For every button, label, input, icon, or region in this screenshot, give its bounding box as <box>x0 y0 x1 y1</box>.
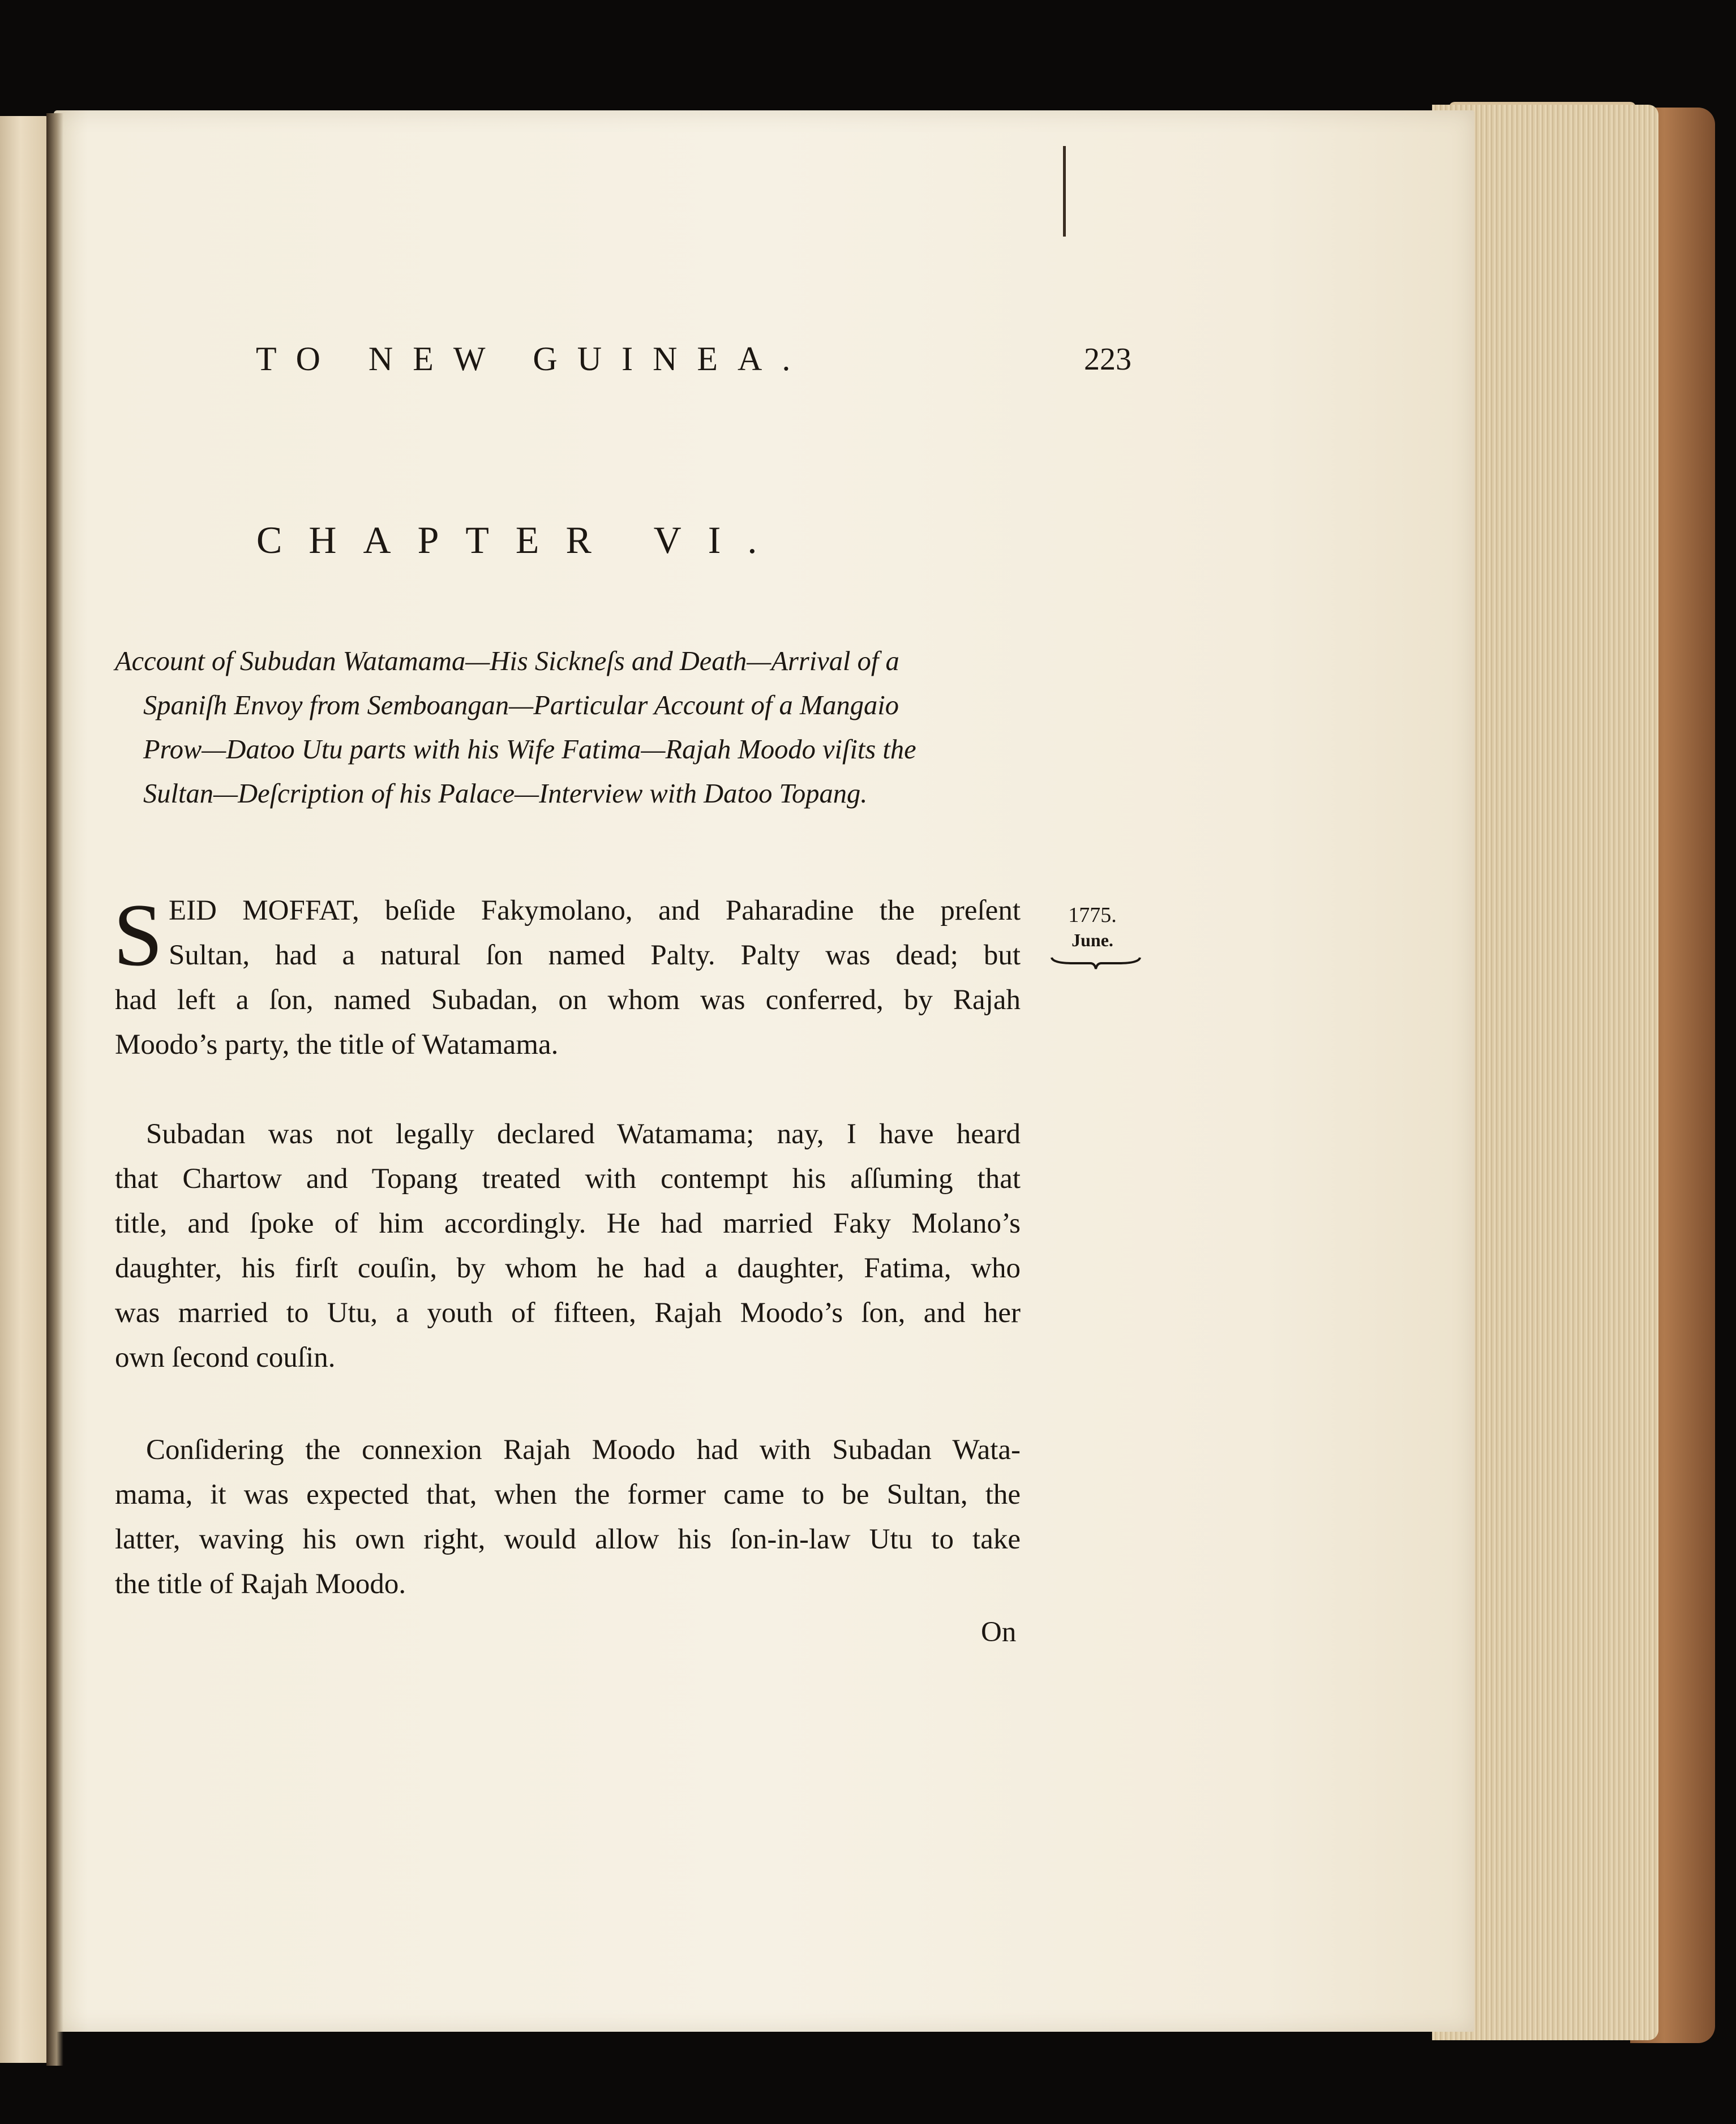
text-line: was married to Utu, a youth of fifteen, Rajah Moodo’s ſon, and her <box>115 1297 1021 1329</box>
running-head: TO NEW GUINEA. <box>256 340 811 377</box>
text-line: Moodo’s party, the title of Watamama. <box>115 1029 559 1061</box>
argument-line: Prow—Datoo Utu parts with his Wife Fatima—Rajah Moodo viſits the <box>143 735 916 765</box>
text-line: latter, waving his own right, would allow his ſon-in-law Utu to take <box>115 1524 1021 1555</box>
gutter-shadow <box>46 113 63 2066</box>
brace-icon <box>1051 955 1141 970</box>
text-line: Sultan, had a natural ſon named Palty. Palty was dead; but <box>169 939 1021 971</box>
binding-mark <box>1063 146 1066 237</box>
text-line: EID MOFFAT, beſide Fakymolano, and Paharadine the preſent <box>169 895 1021 926</box>
book-page <box>54 110 1474 2032</box>
chapter-title: CHAPTER VI. <box>256 518 784 561</box>
margin-month: June. <box>1071 930 1113 950</box>
margin-date-note <box>1047 903 1138 952</box>
text-line: that Chartow and Topang treated with contempt his aſſuming that <box>115 1163 1021 1195</box>
margin-year: 1775. <box>1068 903 1117 927</box>
paragraph-1 <box>113 886 1021 1067</box>
argument-line: Spaniſh Envoy from Semboangan—Particular Account of a Mangaio <box>143 690 899 720</box>
argument-line: Account of Subudan Watamama—His Sickneſs and Death—Arrival of a <box>115 646 899 676</box>
text-line: Subadan was not legally declared Watamama; nay, I have heard <box>146 1118 1021 1150</box>
text-line: Conſidering the connexion Rajah Moodo had with Subadan Wata- <box>146 1434 1021 1466</box>
chapter-argument <box>115 640 1023 816</box>
text-line: had left a ſon, named Subadan, on whom was conferred, by Rajah <box>115 984 1021 1016</box>
text-line: own ſecond couſin. <box>115 1342 336 1374</box>
catchword: On <box>981 1616 1017 1648</box>
text-line: title, and ſpoke of him accordingly. He had married Faky Molano’s <box>115 1208 1021 1239</box>
text-line: the title of Rajah Moodo. <box>115 1568 406 1600</box>
left-page-edge <box>0 116 51 2063</box>
paragraph-2 <box>115 1112 1021 1380</box>
paragraph-3 <box>115 1428 1021 1607</box>
text-line: mama, it was expected that, when the former came to be Sultan, the <box>115 1479 1021 1511</box>
text-line: daughter, his firſt couſin, by whom he had a daughter, Fatima, who <box>115 1252 1021 1284</box>
argument-line: Sultan—Deſcription of his Palace—Interview with Datoo Topang. <box>143 779 868 809</box>
page-number: 223 <box>1084 342 1131 377</box>
drop-cap: S <box>113 886 163 985</box>
